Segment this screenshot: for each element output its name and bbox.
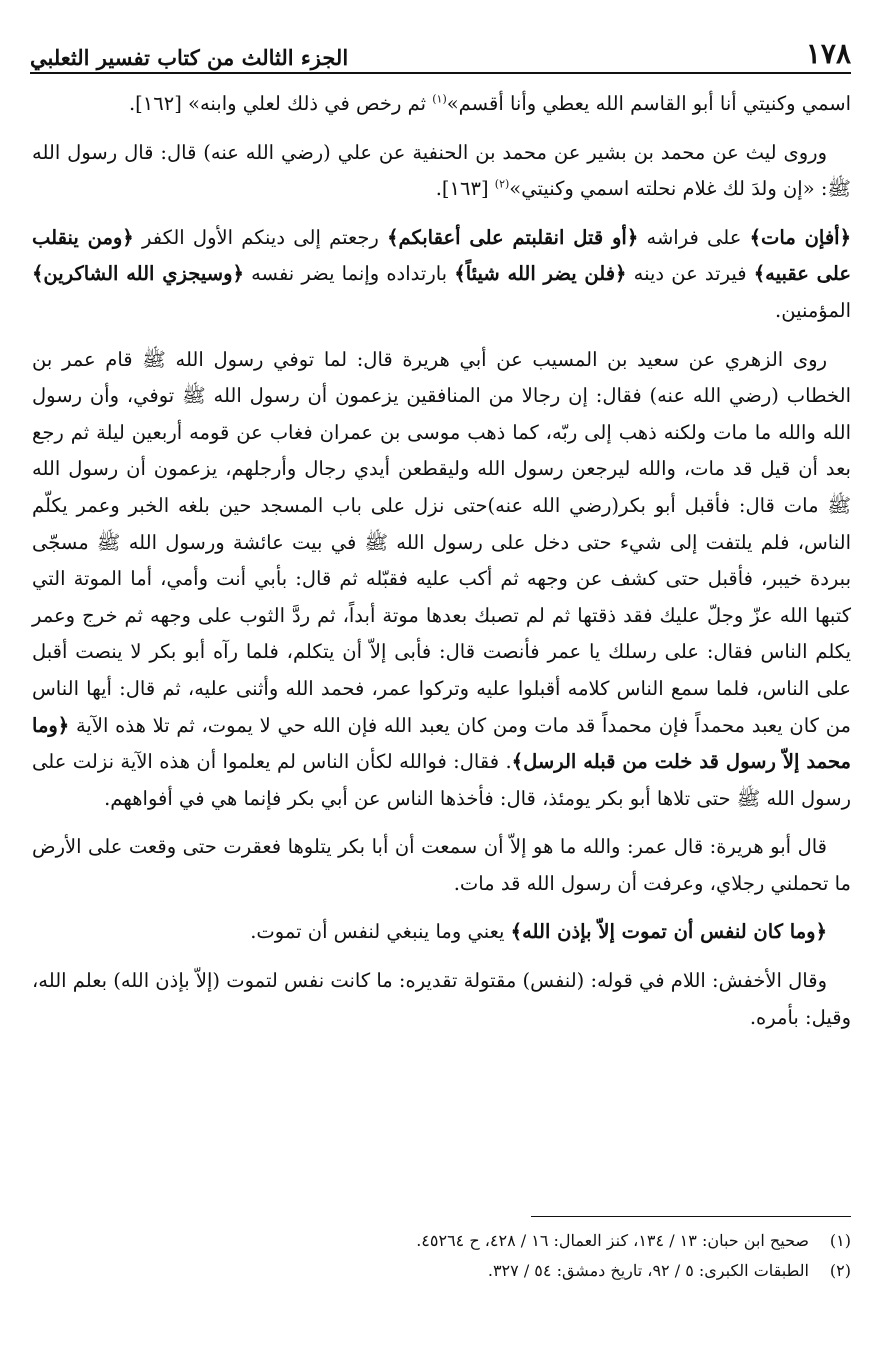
text-run: بارتداده وإنما يضر نفسه: [243, 262, 455, 286]
paragraph: [32, 342, 851, 818]
text-run: روى الزهري عن سعيد بن المسيب عن أبي هريرة قال: لما توفي رسول الله ﷺ قام عمر بن الخطاب (رضي الله عنه) فقال: إن رجالا من المنافقين يزعمون أن رسول الله ﷺ توفي، وأن رسول الله والله ما مات ولكنه ذهب إلى ربّه، كما ذهب موسى بن عمران فغاب عن قومه أربعين ليلة ثم رجع بعد أن قيل قد مات، والله ليرجعن رسول الله وليقطعن أيدي رجال وأرجلهم، يزعمون أن رسول الله ﷺ مات قال: فأقبل أبو بكر(رضي الله عنه)حتى نزل على باب المسجد حين بلغه الخبر وعمر يكلّم الناس، فلم يلتفت إلى شيء حتى دخل على رسول الله ﷺ في بيت عائشة ورسول الله ﷺ مسجّى ببردة خيبر، فأقبل حتى كشف عن وجهه ثم أكب عليه فقبّله ثم قال: بأبي أنت وأمي، أما الموتة التي كتبها الله عزّ وجلّ عليك فقد ذقتها ثم لم تصبك بعدها موتة أبداً، ثم ردَّ الثوب على وجهه ثم خرج وعمر يكلم الناس فقال: على رسلك يا عمر فأنصت قال: فأبى إلاّ أن يتكلم، فلما رآه أبو بكر لا ينصت أقبل على الناس، فلما سمع الناس كلامه أقبلوا عليه وتركوا عمر، فحمد الله وأثنى عليه، ثم قال: أيها الناس من كان يعبد محمداً فإن محمداً قد مات ومن كان يعبد الله فإن الله حي لا يموت، ثم تلا هذه الآية: [32, 347, 851, 737]
quran-verse: ﴿أفإن مات﴾: [749, 225, 852, 249]
text-run: . فقال: فوالله لكأن الناس لم يعلموا أن هذه الآية نزلت على رسول الله ﷺ حتى تلاها أبو بكر يومئذ، قال: فأخذها الناس عن أبي بكر فإنما هي في أفواههم.: [32, 750, 851, 810]
text-run: اسمي وكنيتي أنا أبو القاسم الله يعطي وأنا أقسم»: [446, 92, 851, 115]
footnote-number: (٢): [829, 1261, 851, 1280]
footnote-number: (١): [829, 1231, 851, 1250]
paragraph: [32, 135, 851, 208]
footnote: [32, 1226, 851, 1256]
footnote-ref: (١): [432, 92, 447, 106]
paragraph: [32, 914, 851, 951]
page-number: ١٧٨: [805, 37, 851, 70]
paragraph: [32, 829, 851, 902]
text-run: رجعتم إلى دينكم الأول الكفر: [133, 225, 388, 249]
paragraph: [32, 220, 851, 330]
quran-verse: ﴿فلن يضر الله شيئاً﴾: [454, 262, 627, 286]
text-run: يعني وما ينبغي لنفس أن تموت.: [250, 920, 511, 944]
text-run: على فراشه: [638, 225, 750, 249]
text-run: وروى ليث عن محمد بن بشير عن محمد بن الحنفية عن علي (رضي الله عنه) قال: قال رسول الله ﷺ: «إن ولدَ لك غلام نحلته اسمي وكنيتي»: [32, 140, 851, 201]
text-run: فيرتد عن دينه: [626, 262, 754, 286]
page-header: [30, 28, 851, 74]
quran-verse: ﴿وما كان لنفس أن تموت إلاّ بإذن الله﴾: [510, 920, 827, 944]
quran-verse: ﴿وسيجزي الله الشاكرين﴾: [32, 262, 244, 286]
footnote-divider: [531, 1216, 851, 1217]
quran-verse: ﴿وما محمد إلاّ رسول قد خلت من قبله الرسل﴾: [32, 713, 851, 774]
text-run: المؤمنين.: [775, 298, 851, 322]
main-text: [32, 86, 851, 1048]
text-run: وقال الأخفش: اللام في قوله: (لنفس) مقتولة تقديره: ما كانت نفس لتموت (إلاّ بإذن الله) بعلم الله، وقيل: بأمره.: [32, 969, 851, 1029]
footnotes: [32, 1226, 851, 1286]
text-run: قال أبو هريرة: قال عمر: والله ما هو إلاّ أن سمعت أن أبا بكر يتلوها فعقرت حتى وقعت على الأرض ما تحملني رجلاي، وعرفت أن رسول الله قد مات.: [32, 835, 851, 895]
footnote-text: الطبقات الكبرى: ٥ / ٩٢، تاريخ دمشق: ٥٤ / ٣٢٧.: [487, 1261, 809, 1280]
footnote-ref: (٢): [494, 177, 510, 191]
footnote-text: صحيح ابن حبان: ١٣ / ١٣٤، كنز العمال: ١٦ / ٤٢٨، ح ٤٥٢٦٤.: [416, 1231, 809, 1250]
quran-verse: ﴿أو قتل انقلبتم على أعقابكم﴾: [387, 225, 639, 249]
quran-verse: ﴿ومن ينقلب على عقبيه﴾: [32, 225, 851, 286]
footnote: [32, 1256, 851, 1286]
paragraph: [32, 86, 851, 123]
running-title: الجزء الثالث من كتاب تفسير الثعلبي: [30, 45, 349, 70]
text-run: ثم رخص في ذلك لعلي وابنه» [١٦٢].: [128, 92, 433, 115]
paragraph: [32, 963, 851, 1036]
text-run: [١٦٣].: [435, 177, 495, 201]
